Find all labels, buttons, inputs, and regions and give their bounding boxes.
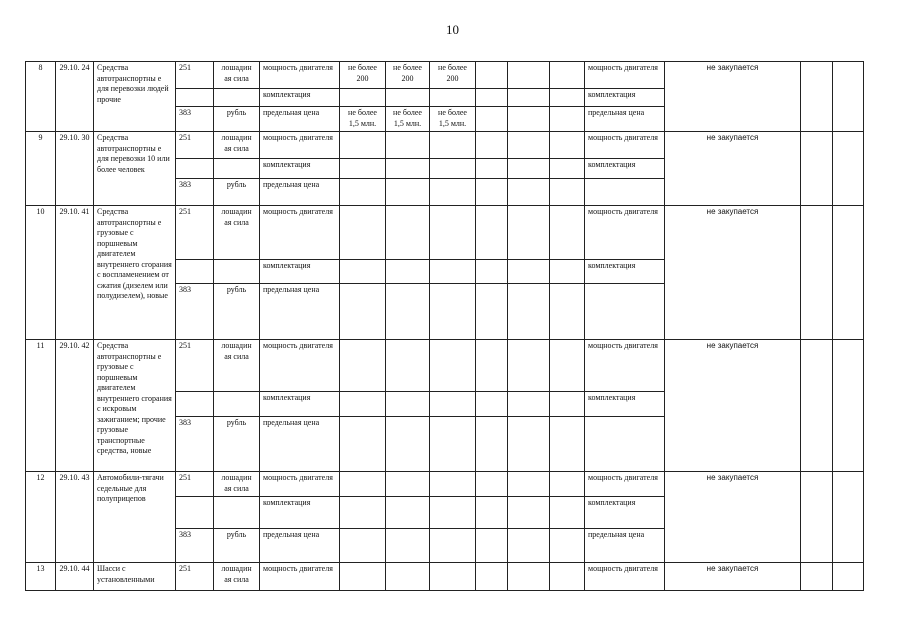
characteristic-cell: мощность двигателя [260, 563, 340, 591]
okei-code-cell: 251 [176, 62, 214, 89]
empty-cell [476, 563, 508, 591]
empty-cell [550, 340, 585, 392]
characteristic-cell: комплектация [260, 497, 340, 529]
okei-code-cell [176, 497, 214, 529]
empty-cell [550, 392, 585, 417]
empty-cell [508, 179, 550, 206]
empty-cell [508, 260, 550, 284]
table-row [26, 340, 864, 392]
value-cell [386, 179, 430, 206]
product-name-cell: Средства автотранспортны е для перевозки 10 или более человек [94, 132, 176, 206]
okpd-code-cell: 29.10. 41 [56, 206, 94, 340]
requirements-table [25, 61, 864, 591]
characteristic-cell: предельная цена [260, 179, 340, 206]
empty-cell [476, 529, 508, 563]
empty-cell [476, 472, 508, 497]
value-cell: не более 1,5 млн. [430, 107, 476, 132]
characteristic-cell: предельная цена [260, 417, 340, 472]
okei-code-cell: 251 [176, 340, 214, 392]
okei-code-cell: 383 [176, 529, 214, 563]
value-cell [340, 340, 386, 392]
empty-cell [550, 206, 585, 260]
empty-cell [476, 107, 508, 132]
value-cell [430, 260, 476, 284]
approved-characteristic-cell: комплектация [585, 89, 665, 107]
characteristic-cell: комплектация [260, 89, 340, 107]
value-cell [386, 563, 430, 591]
empty-cell [550, 260, 585, 284]
okei-code-cell: 383 [176, 284, 214, 340]
characteristic-cell: мощность двигателя [260, 132, 340, 159]
unit-name-cell [214, 497, 260, 529]
characteristic-cell: предельная цена [260, 284, 340, 340]
value-cell [430, 159, 476, 179]
value-cell [430, 529, 476, 563]
okei-code-cell: 251 [176, 563, 214, 591]
table-row [26, 563, 864, 591]
value-cell [340, 284, 386, 340]
empty-cell [801, 62, 833, 132]
unit-name-cell: рубль [214, 107, 260, 132]
characteristic-cell: предельная цена [260, 529, 340, 563]
okpd-code-cell: 29.10. 24 [56, 62, 94, 132]
value-cell [430, 392, 476, 417]
approved-characteristic-cell: мощность двигателя [585, 132, 665, 159]
approved-characteristic-cell: предельная цена [585, 107, 665, 132]
empty-cell [801, 132, 833, 206]
empty-cell [476, 89, 508, 107]
empty-cell [550, 417, 585, 472]
empty-cell [508, 132, 550, 159]
table-row [26, 472, 864, 497]
value-cell [340, 179, 386, 206]
value-cell [430, 89, 476, 107]
value-cell: не более 200 [386, 62, 430, 89]
value-cell [430, 497, 476, 529]
value-cell [340, 417, 386, 472]
row-number-cell: 9 [26, 132, 56, 206]
empty-cell [476, 284, 508, 340]
okei-code-cell [176, 260, 214, 284]
approved-characteristic-cell: мощность двигателя [585, 340, 665, 392]
empty-cell [550, 179, 585, 206]
row-number-cell: 13 [26, 563, 56, 591]
unit-name-cell: лошадин ая сила [214, 340, 260, 392]
empty-cell [801, 206, 833, 340]
unit-name-cell [214, 89, 260, 107]
empty-cell [508, 529, 550, 563]
approved-characteristic-cell [585, 417, 665, 472]
value-cell [340, 206, 386, 260]
table-row [26, 132, 864, 159]
approved-characteristic-cell [585, 179, 665, 206]
empty-cell [801, 472, 833, 563]
empty-cell [550, 89, 585, 107]
empty-cell [833, 62, 864, 132]
approved-characteristic-cell: мощность двигателя [585, 472, 665, 497]
empty-cell [476, 159, 508, 179]
okei-code-cell [176, 159, 214, 179]
value-cell [386, 260, 430, 284]
empty-cell [476, 497, 508, 529]
unit-name-cell: лошадин ая сила [214, 563, 260, 591]
unit-name-cell: рубль [214, 179, 260, 206]
product-name-cell: Средства автотранспортны е грузовые с поршневым двигателем внутреннего сгорания с искровым зажиганием; прочие грузовые транспортные средства, новые [94, 340, 176, 472]
approved-characteristic-cell [585, 284, 665, 340]
okei-code-cell: 383 [176, 179, 214, 206]
empty-cell [508, 472, 550, 497]
approved-characteristic-cell: мощность двигателя [585, 206, 665, 260]
unit-name-cell [214, 159, 260, 179]
value-cell [386, 417, 430, 472]
empty-cell [833, 340, 864, 472]
empty-cell [508, 284, 550, 340]
row-number-cell: 10 [26, 206, 56, 340]
characteristic-cell: мощность двигателя [260, 62, 340, 89]
empty-cell [476, 417, 508, 472]
value-cell [340, 392, 386, 417]
approved-characteristic-cell: комплектация [585, 260, 665, 284]
empty-cell [833, 563, 864, 591]
unit-name-cell: лошадин ая сила [214, 132, 260, 159]
okei-code-cell [176, 392, 214, 417]
characteristic-cell: комплектация [260, 392, 340, 417]
empty-cell [508, 159, 550, 179]
empty-cell [508, 563, 550, 591]
justification-cell: не закупается [665, 472, 801, 563]
page-number: 10 [446, 22, 459, 37]
okpd-code-cell: 29.10. 43 [56, 472, 94, 563]
okei-code-cell: 383 [176, 417, 214, 472]
characteristic-cell: мощность двигателя [260, 206, 340, 260]
empty-cell [833, 206, 864, 340]
empty-cell [476, 132, 508, 159]
table-row [26, 62, 864, 89]
empty-cell [801, 563, 833, 591]
approved-characteristic-cell: комплектация [585, 159, 665, 179]
approved-characteristic-cell: мощность двигателя [585, 62, 665, 89]
approved-characteristic-cell: мощность двигателя [585, 563, 665, 591]
value-cell [340, 132, 386, 159]
okei-code-cell: 251 [176, 206, 214, 260]
characteristic-cell: комплектация [260, 260, 340, 284]
empty-cell [833, 132, 864, 206]
empty-cell [508, 107, 550, 132]
empty-cell [550, 563, 585, 591]
empty-cell [508, 417, 550, 472]
value-cell [386, 159, 430, 179]
value-cell [430, 284, 476, 340]
value-cell [430, 340, 476, 392]
okei-code-cell: 383 [176, 107, 214, 132]
value-cell [430, 179, 476, 206]
empty-cell [550, 284, 585, 340]
value-cell [386, 529, 430, 563]
value-cell [386, 340, 430, 392]
approved-characteristic-cell: предельная цена [585, 529, 665, 563]
product-name-cell: Автомобили-тягачи седельные для полуприцепов [94, 472, 176, 563]
value-cell [386, 472, 430, 497]
empty-cell [508, 89, 550, 107]
value-cell [386, 89, 430, 107]
okei-code-cell [176, 89, 214, 107]
characteristic-cell: мощность двигателя [260, 472, 340, 497]
characteristic-cell: комплектация [260, 159, 340, 179]
unit-name-cell: лошадин ая сила [214, 472, 260, 497]
value-cell [340, 472, 386, 497]
empty-cell [550, 497, 585, 529]
row-number-cell: 12 [26, 472, 56, 563]
empty-cell [508, 340, 550, 392]
characteristic-cell: мощность двигателя [260, 340, 340, 392]
empty-cell [476, 392, 508, 417]
value-cell [430, 417, 476, 472]
value-cell: не более 1,5 млн. [386, 107, 430, 132]
characteristic-cell: предельная цена [260, 107, 340, 132]
value-cell [386, 497, 430, 529]
value-cell [340, 529, 386, 563]
unit-name-cell [214, 260, 260, 284]
row-number-cell: 8 [26, 62, 56, 132]
unit-name-cell: рубль [214, 529, 260, 563]
value-cell: не более 200 [430, 62, 476, 89]
product-name-cell: Средства автотранспортны е грузовые с поршневым двигателем внутреннего сгорания с воспламенением от сжатия (дизелем или полудизелем), новые [94, 206, 176, 340]
product-name-cell: Шасси с установленными [94, 563, 176, 591]
value-cell [340, 497, 386, 529]
empty-cell [508, 497, 550, 529]
empty-cell [550, 132, 585, 159]
value-cell [340, 563, 386, 591]
empty-cell [833, 472, 864, 563]
justification-cell: не закупается [665, 132, 801, 206]
empty-cell [476, 340, 508, 392]
justification-cell: не закупается [665, 206, 801, 340]
empty-cell [508, 392, 550, 417]
empty-cell [476, 62, 508, 89]
empty-cell [801, 340, 833, 472]
empty-cell [476, 260, 508, 284]
value-cell [430, 132, 476, 159]
justification-cell: не закупается [665, 340, 801, 472]
row-number-cell: 11 [26, 340, 56, 472]
unit-name-cell: рубль [214, 417, 260, 472]
empty-cell [550, 159, 585, 179]
product-name-cell: Средства автотранспортны е для перевозки людей прочие [94, 62, 176, 132]
empty-cell [508, 62, 550, 89]
okei-code-cell: 251 [176, 472, 214, 497]
value-cell [386, 392, 430, 417]
value-cell [430, 563, 476, 591]
okpd-code-cell: 29.10. 30 [56, 132, 94, 206]
value-cell [430, 206, 476, 260]
approved-characteristic-cell: комплектация [585, 497, 665, 529]
empty-cell [550, 62, 585, 89]
empty-cell [476, 206, 508, 260]
justification-cell: не закупается [665, 62, 801, 132]
okpd-code-cell: 29.10. 44 [56, 563, 94, 591]
value-cell [430, 472, 476, 497]
empty-cell [508, 206, 550, 260]
okpd-code-cell: 29.10. 42 [56, 340, 94, 472]
table-row [26, 206, 864, 260]
empty-cell [550, 107, 585, 132]
value-cell [340, 159, 386, 179]
unit-name-cell [214, 392, 260, 417]
empty-cell [550, 529, 585, 563]
value-cell: не более 1,5 млн. [340, 107, 386, 132]
empty-cell [550, 472, 585, 497]
value-cell [340, 260, 386, 284]
approved-characteristic-cell: комплектация [585, 392, 665, 417]
unit-name-cell: лошадин ая сила [214, 206, 260, 260]
empty-cell [476, 179, 508, 206]
unit-name-cell: рубль [214, 284, 260, 340]
okei-code-cell: 251 [176, 132, 214, 159]
justification-cell: не закупается [665, 563, 801, 591]
value-cell [340, 89, 386, 107]
value-cell: не более 200 [340, 62, 386, 89]
unit-name-cell: лошадин ая сила [214, 62, 260, 89]
value-cell [386, 284, 430, 340]
value-cell [386, 206, 430, 260]
value-cell [386, 132, 430, 159]
